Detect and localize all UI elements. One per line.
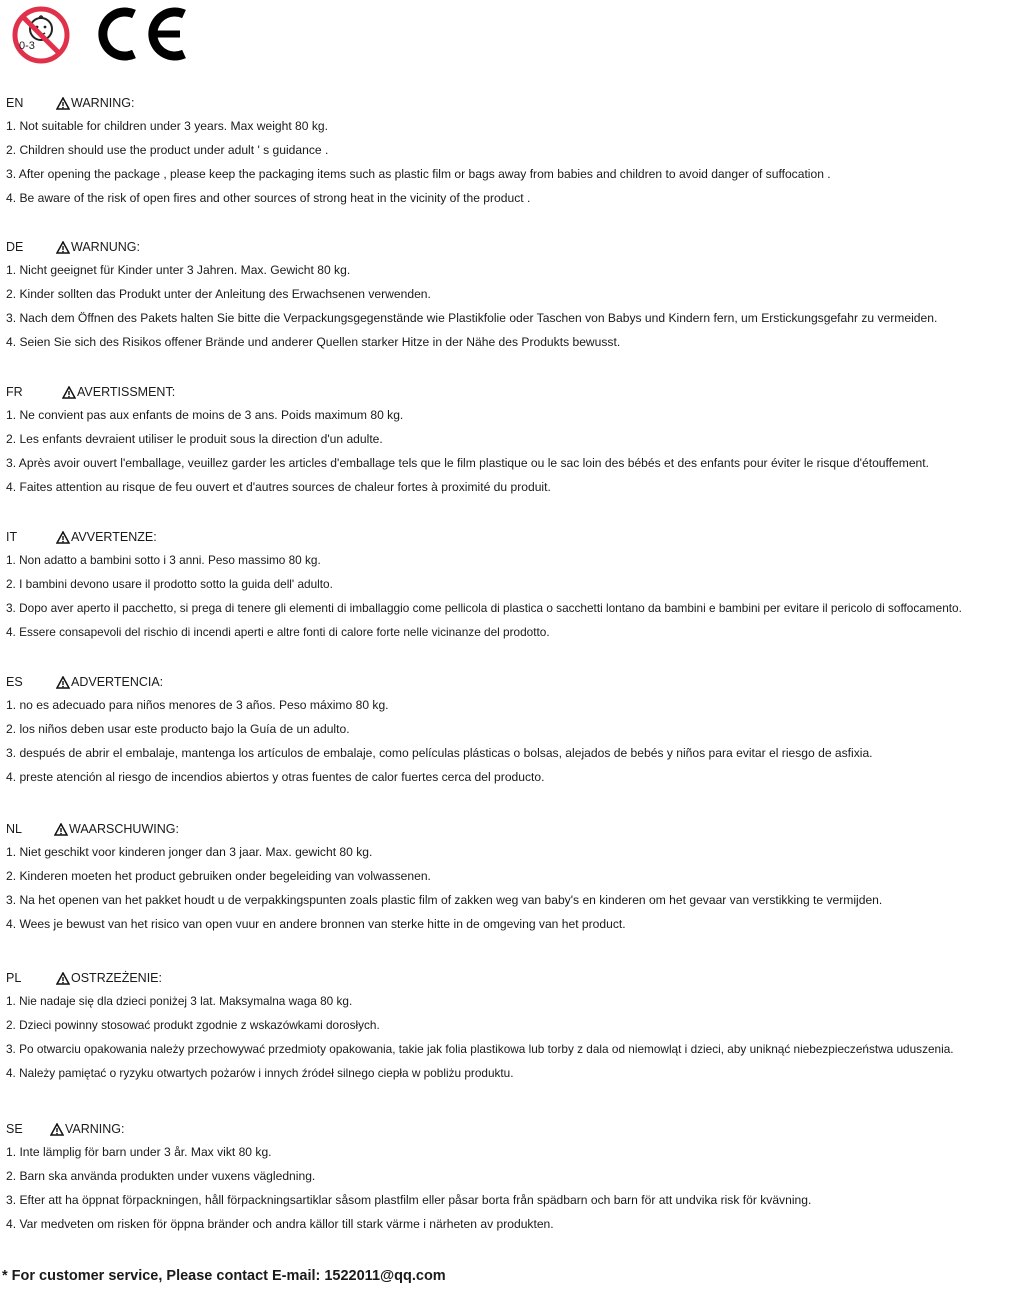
warning-section-fr: [6, 383, 1022, 499]
warning-line: 3. Efter att ha öppnat förpackningen, håll förpackningsartiklar såsom plastfilm eller påsar borta från spädbarn och barn för att undvika risk för kvävning.: [6, 1193, 812, 1207]
warning-line: 4. Essere consapevoli del rischio di incendi aperti e altre fonti di calore forte nelle vicinanze del prodotto.: [6, 625, 550, 639]
ce-mark-icon: [88, 2, 188, 66]
warning-line: 2. Barn ska använda produkten under vuxens vägledning.: [6, 1169, 316, 1183]
warning-title: OSTRZEŻENIE:: [71, 971, 162, 985]
warning-section-de: [6, 238, 1022, 354]
warning-title: WAARSCHUWING:: [69, 822, 179, 836]
warning-line: 3. After opening the package , please keep the packaging items such as plastic film or bags away from babies and children to avoid danger of suffocation .: [6, 167, 831, 181]
warning-section-es: [6, 673, 1022, 789]
warning-line: 4. preste atención al riesgo de incendios abiertos y otras fuentes de calor fuertes cerca del producto.: [6, 770, 545, 784]
warning-line: 4. Be aware of the risk of open fires and other sources of strong heat in the vicinity of the product .: [6, 191, 531, 205]
warning-section-pl: [6, 969, 1022, 1085]
warning-line: 2. Les enfants devraient utiliser le produit sous la direction d'un adulte.: [6, 432, 383, 446]
warning-section-en: [6, 94, 1022, 210]
warning-line: 3. Na het openen van het pakket houdt u de verpakkingspunten zoals plastic film of zakken weg van baby's en kinderen om het gevaar van verstikking te vermijden.: [6, 893, 883, 907]
warning-triangle-icon: [56, 531, 70, 544]
warning-triangle-icon: [54, 823, 68, 836]
warning-line: 1. Nie nadaje się dla dzieci poniżej 3 lat. Maksymalna waga 80 kg.: [6, 994, 353, 1008]
warning-line: 4. Należy pamiętać o ryzyku otwartych pożarów i innych źródeł silnego ciepła w pobliżu produktu.: [6, 1066, 514, 1080]
warning-line: 2. los niños deben usar este producto bajo la Guía de un adulto.: [6, 722, 350, 736]
language-code: DE: [6, 240, 24, 254]
warning-section-it: [6, 528, 1022, 644]
age-badge-text: 0-3: [19, 40, 35, 52]
warning-title: ADVERTENCIA:: [71, 675, 164, 689]
warning-line: 4. Seien Sie sich des Risikos offener Brände und anderer Quellen starker Hitze in der Nähe des Produkts bewusst.: [6, 335, 621, 349]
warning-line: 3. después de abrir el embalaje, mantenga los artículos de embalaje, como películas plásticas o bolsas, alejados de bebés y niños para evitar el riesgo de asfixia.: [6, 746, 873, 760]
warning-line: 2. Kinder sollten das Produkt unter der Anleitung des Erwachsenen verwenden.: [6, 287, 431, 301]
warning-line: 1. Non adatto a bambini sotto i 3 anni. Peso massimo 80 kg.: [6, 553, 321, 567]
warning-line: 1. Inte lämplig för barn under 3 år. Max vikt 80 kg.: [6, 1145, 272, 1159]
warning-line: 4. Var medveten om risken för öppna bränder och andra källor till stark värme i närheten av produkten.: [6, 1217, 554, 1231]
warning-line: 1. Niet geschikt voor kinderen jonger dan 3 jaar. Max. gewicht 80 kg.: [6, 845, 373, 859]
warning-title: AVVERTENZE:: [71, 530, 157, 544]
warning-triangle-icon: [56, 241, 70, 254]
warning-line: 4. Wees je bewust van het risico van open vuur en andere bronnen van sterke hitte in de omgeving van het product.: [6, 917, 626, 931]
warning-title: VARNING:: [65, 1122, 125, 1136]
warning-title: WARNING:: [71, 96, 135, 110]
language-code: IT: [6, 530, 18, 544]
warning-line: 3. Dopo aver aperto il pacchetto, si prega di tenere gli elementi di imballaggio come pellicola di plastica o sacchetti lontano da bambini e bambini per evitare il pericolo di soffocamento.: [6, 601, 962, 615]
warning-triangle-icon: [56, 97, 70, 110]
language-code: EN: [6, 96, 24, 110]
warning-section-nl: [6, 820, 1022, 936]
warning-line: 1. no es adecuado para niños menores de 3 años. Peso máximo 80 kg.: [6, 698, 389, 712]
warning-line: 1. Ne convient pas aux enfants de moins de 3 ans. Poids maximum 80 kg.: [6, 408, 404, 422]
warning-line: 4. Faites attention au risque de feu ouvert et d'autres sources de chaleur fortes à proximité du produit.: [6, 480, 551, 494]
warning-line: 2. Dzieci powinny stosować produkt zgodnie z wskazówkami dorosłych.: [6, 1018, 380, 1032]
warning-title: AVERTISSMENT:: [77, 385, 176, 399]
warning-title: WARNUNG:: [71, 240, 140, 254]
warning-line: 3. Après avoir ouvert l'emballage, veuillez garder les articles d'emballage tels que le film plastique ou le sac loin des bébés et des enfants pour éviter le risque d'étouffement.: [6, 456, 929, 470]
language-code: NL: [6, 822, 22, 836]
warning-triangle-icon: [56, 972, 70, 985]
not-for-under-3-icon: [10, 4, 72, 66]
warning-triangle-icon: [62, 386, 76, 399]
warning-section-se: [6, 1120, 1022, 1236]
warning-line: 2. Children should use the product under adult ' s guidance .: [6, 143, 329, 157]
language-code: PL: [6, 971, 22, 985]
language-code: ES: [6, 675, 23, 689]
customer-service-contact: * For customer service, Please contact E-mail: 1522011@qq.com: [2, 1268, 446, 1284]
warning-line: 3. Nach dem Öffnen des Pakets halten Sie bitte die Verpackungsgegenstände wie Plastikfolie oder Taschen von Babys und Kindern fern, um Erstickungsgefahr zu vermeiden.: [6, 311, 938, 325]
warning-triangle-icon: [56, 676, 70, 689]
warning-line: 1. Not suitable for children under 3 years. Max weight 80 kg.: [6, 119, 328, 133]
language-code: FR: [6, 385, 23, 399]
language-code: SE: [6, 1122, 23, 1136]
warning-triangle-icon: [50, 1123, 64, 1136]
warning-line: 1. Nicht geeignet für Kinder unter 3 Jahren. Max. Gewicht 80 kg.: [6, 263, 351, 277]
warning-line: 3. Po otwarciu opakowania należy przechowywać przedmioty opakowania, takie jak folia plastikowa lub torby z dala od niemowląt i dzieci, aby uniknąć niebezpieczeństwa uduszenia.: [6, 1042, 954, 1056]
warning-line: 2. I bambini devono usare il prodotto sotto la guida dell' adulto.: [6, 577, 333, 591]
warning-line: 2. Kinderen moeten het product gebruiken onder begeleiding van volwassenen.: [6, 869, 431, 883]
certification-logos: [8, 2, 198, 66]
